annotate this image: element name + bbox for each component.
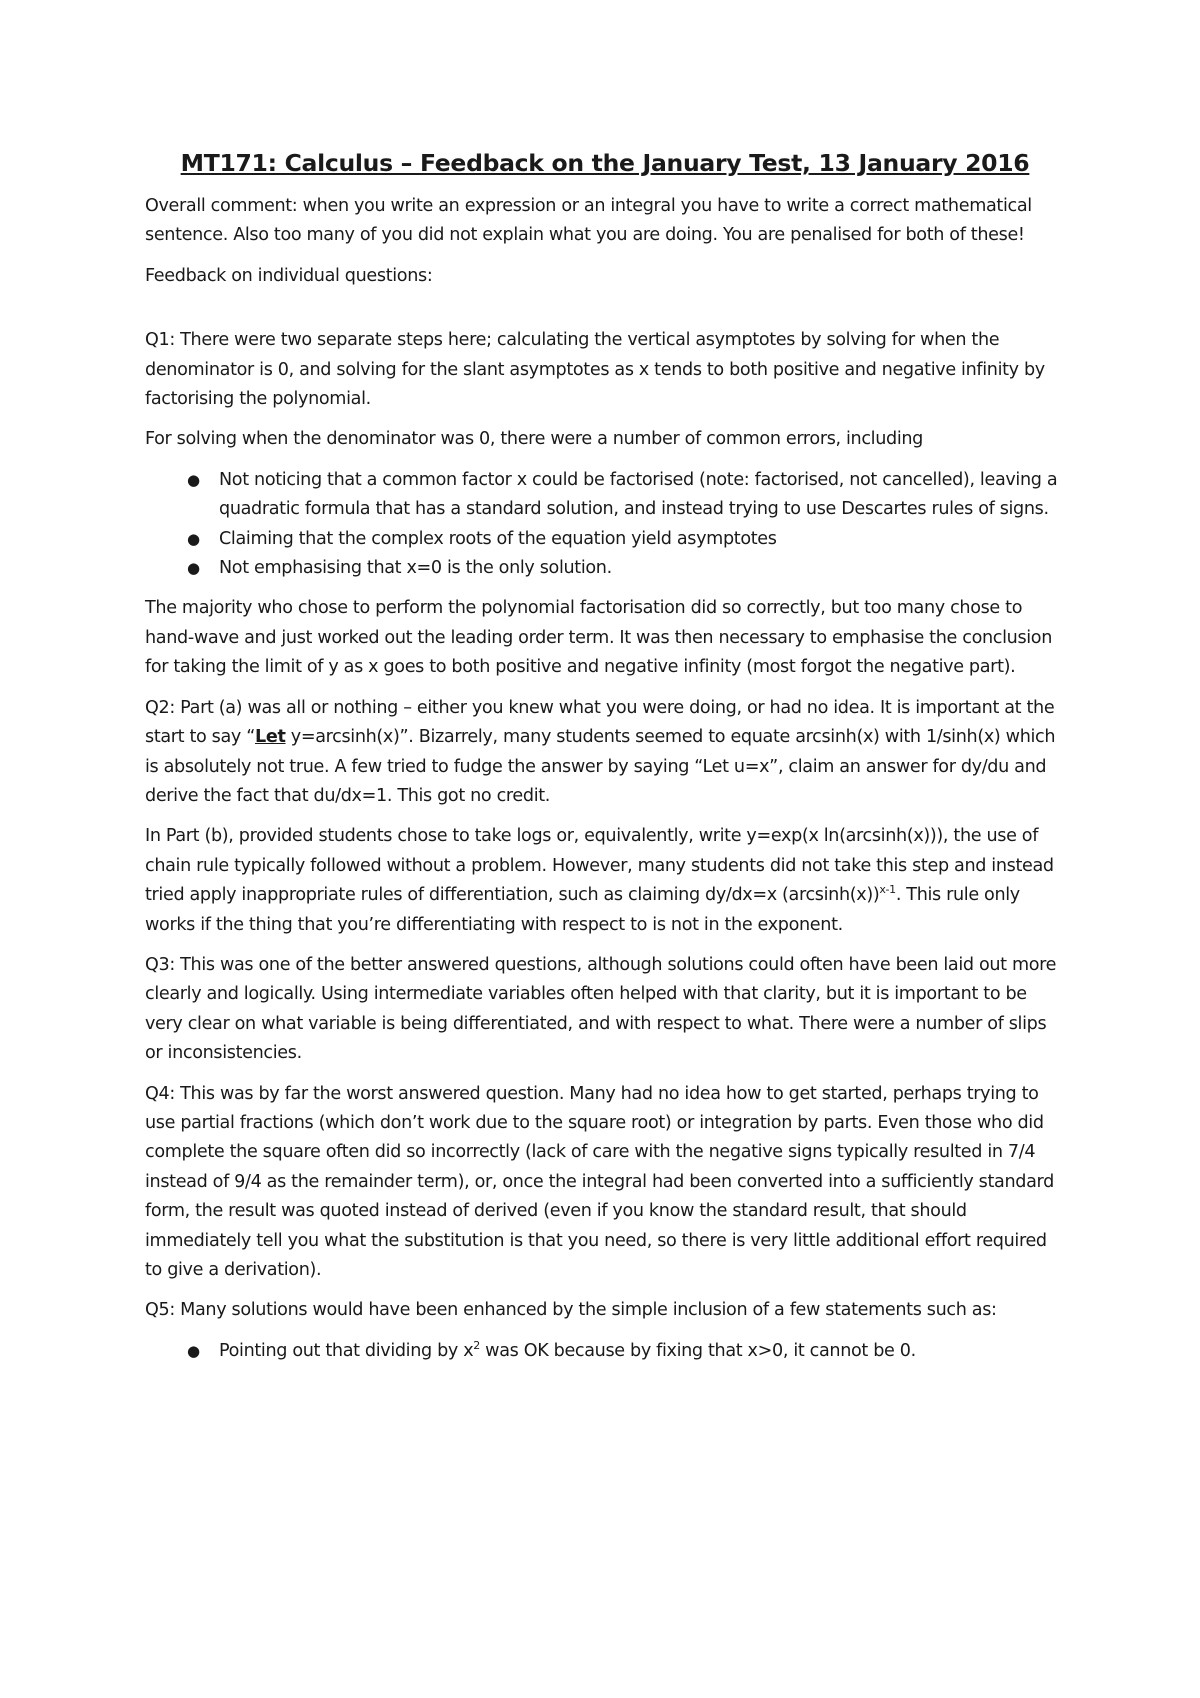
list-item: [145, 1337, 1065, 1366]
q3-label: Q3: [145, 954, 170, 975]
q2-label: Q2: [145, 697, 170, 718]
q5-statement-list: [145, 1337, 1065, 1366]
q1-error-list: [145, 466, 1065, 584]
q5-label: Q5: [145, 1300, 170, 1321]
q4-paragraph: [145, 1080, 1065, 1286]
q1-intro: For solving when the denominator was 0, there were a number of common errors, including: [145, 429, 923, 450]
q4-label: Q4: [145, 1083, 170, 1104]
bullet-icon: ●: [187, 529, 200, 548]
q5-text: : Many solutions would have been enhanced by the simple inclusion of a few statements such as:: [169, 1300, 997, 1321]
q2-text-a2: y=arcsinh(x)”. Bizarrely, many students seemed to equate arcsinh(x) with 1/sinh(x) which is absolutely not true. A few tried to fudge the answer by saying “Let u=x”, claim an answer for dy/du and derive the fact that du/dx=1. This got no credit.: [145, 727, 1056, 806]
q3-paragraph: [145, 951, 1065, 1069]
bullet-icon: ●: [187, 559, 200, 578]
overall-comment: Overall comment: when you write an expression or an integral you have to write a correct mathematical sentence. Also too many of you did not explain what you are doing. You are penalised for both of these!: [145, 196, 1032, 246]
q2-text-b2: . This rule only works if the thing that you’re differentiating with respect to is not in the exponent.: [145, 885, 1020, 935]
q5-paragraph: [145, 1296, 1065, 1325]
q1-label: Q1: [145, 330, 170, 351]
document-page: [145, 148, 1065, 1377]
list-item: [145, 525, 1065, 554]
bullet-icon: ●: [187, 1341, 200, 1360]
bullet-icon: ●: [187, 470, 200, 489]
q3-text: : This was one of the better answered questions, although solutions could often have been laid out more clearly and logically. Using intermediate variables often helped with that clarity, but it is important to be very clear on what variable is being differentiated, and with respect to what. There were a number of slips or inconsistencies.: [145, 954, 1057, 1064]
q4-text: : This was by far the worst answered question. Many had no idea how to get started, perhaps trying to use partial fractions (which don’t work due to the square root) or integration by parts. Even those who did complete the square often did so incorrectly (lack of care with the negative signs typically resulted in 7/4 instead of 9/4 as the remainder term), or, once the integral had been converted into a sufficiently standard form, the result was quoted instead of derived (even if you know the standard result, that should immediately tell you what the substitution is that you need, so there is very little additional effort required to give a derivation).: [145, 1083, 1054, 1280]
q2-part-b-paragraph: [145, 822, 1065, 940]
list-item: [145, 466, 1065, 525]
document-title: MT171: Calculus – Feedback on the January Test, 13 January 2016: [180, 149, 1030, 177]
spacer: [145, 302, 1065, 326]
q2-text-a1: : Part (a) was all or nothing – either you knew what you were doing, or had no idea. It is important at the start to say “: [145, 697, 1055, 748]
let-keyword: Let: [255, 727, 286, 748]
square-superscript: 2: [473, 1338, 480, 1352]
exponent-superscript: x-1: [879, 883, 896, 897]
q1-paragraph: [145, 326, 1065, 414]
feedback-heading: Feedback on individual questions:: [145, 265, 433, 286]
q2-part-a-paragraph: [145, 694, 1065, 812]
list-item-text-post: was OK because by fixing that x>0, it cannot be 0.: [479, 1340, 916, 1361]
list-item-text: Claiming that the complex roots of the equation yield asymptotes: [219, 528, 777, 549]
q1-followup: The majority who chose to perform the polynomial factorisation did so correctly, but too many chose to hand-wave and just worked out the leading order term. It was then necessary to emphasise the conclusion for taking the limit of y as x goes to both positive and negative infinity (most forgot the negative part).: [145, 598, 1053, 678]
q1-text: : There were two separate steps here; calculating the vertical asymptotes by solving for when the denominator is 0, and solving for the slant asymptotes as x tends to both positive and negative infinity by factorising the polynomial.: [145, 330, 1045, 410]
list-item-text: Not noticing that a common factor x could be factorised (note: factorised, not cancelled), leaving a quadratic formula that has a standard solution, and instead trying to use Descartes rules of signs.: [219, 469, 1058, 520]
list-item-text: Not emphasising that x=0 is the only solution.: [219, 558, 612, 579]
list-item: [145, 554, 1065, 583]
q2-text-b1: In Part (b), provided students chose to take logs or, equivalently, write y=exp(x ln(arcsinh(x))), the use of chain rule typically followed without a problem. However, many students did not take this step and instead tried apply inappropriate rules of differentiation, such as claiming dy/dx=x (arcsinh(x)): [145, 826, 1054, 906]
list-item-text-pre: Pointing out that dividing by x: [219, 1340, 474, 1361]
